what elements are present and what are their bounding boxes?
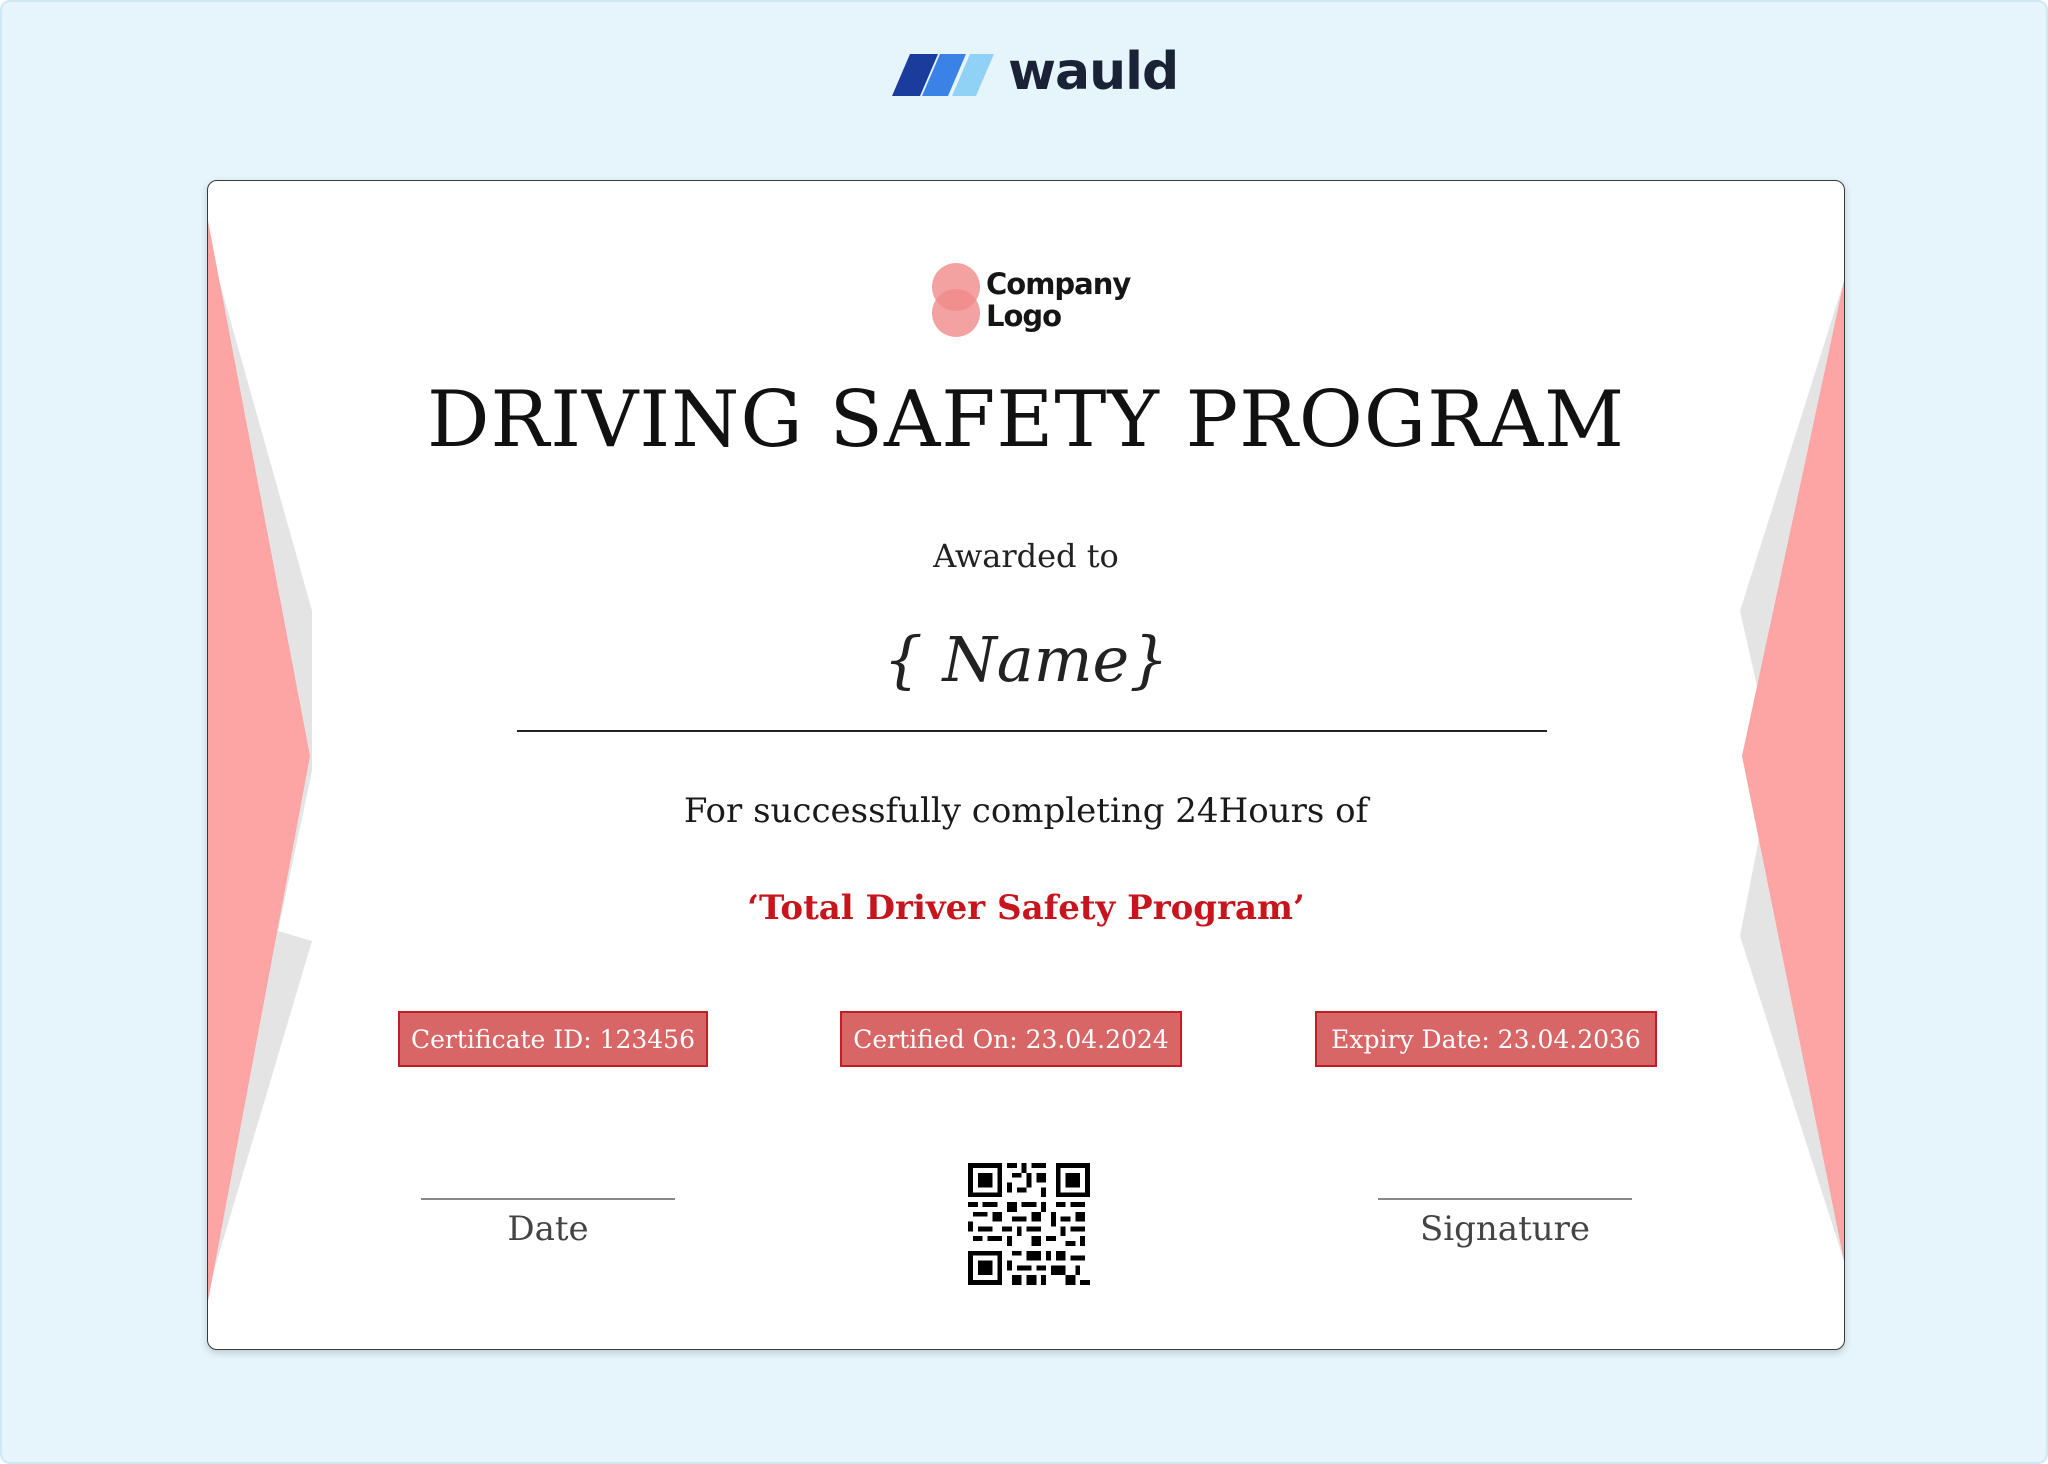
signature-line [1378,1198,1632,1200]
certificate-id-badge: Certificate ID: 123456 [398,1011,708,1067]
wauld-logo-icon [890,50,1002,100]
company-logo-circles-icon [928,259,984,339]
date-label: Date [507,1209,589,1249]
date-line [421,1198,675,1200]
expiry-date-badge: Expiry Date: 23.04.2036 [1315,1011,1657,1067]
recipient-name-placeholder: { Name} [883,623,1169,696]
certificate-title: DRIVING SAFETY PROGRAM [426,375,1626,465]
company-logo-line1: Company [986,267,1131,301]
company-logo [928,259,1131,339]
awarded-to-label: Awarded to [933,537,1119,575]
certificate-card [207,180,1845,1350]
right-decoration [1734,181,1844,1349]
certified-on-badge: Certified On: 23.04.2024 [840,1011,1182,1067]
program-name: ‘Total Driver Safety Program’ [747,888,1305,928]
qr-code-icon [968,1163,1090,1285]
company-logo-line2: Logo [986,299,1062,333]
brand-header [890,42,1179,112]
left-decoration [208,181,318,1349]
signature-label: Signature [1419,1209,1591,1249]
completion-text: For successfully completing 24Hours of [683,791,1369,831]
name-underline [517,730,1547,732]
brand-name: wauld [1008,42,1179,102]
